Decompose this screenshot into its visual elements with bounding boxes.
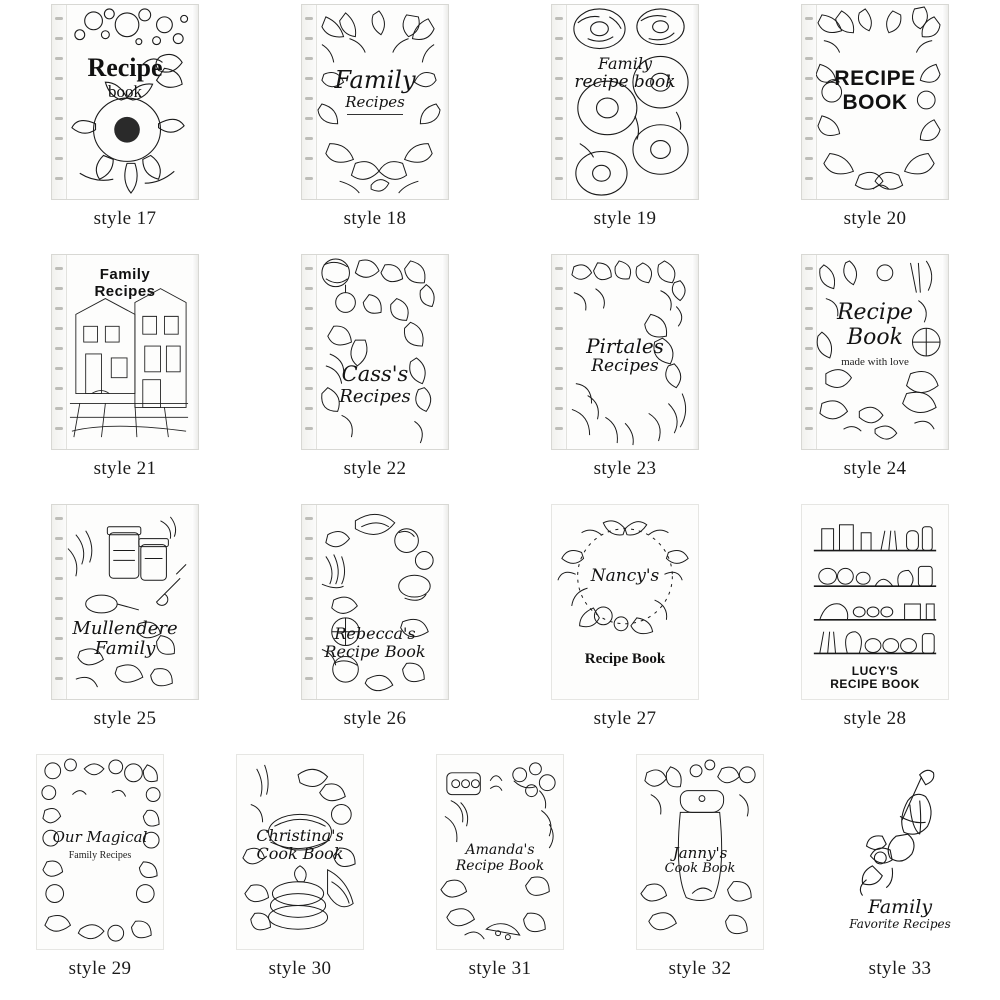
cover-title-line-3: made with love bbox=[841, 356, 909, 369]
cover-title-32 bbox=[637, 845, 763, 876]
spiral-binding-icon bbox=[302, 505, 317, 699]
cover-style-32[interactable] bbox=[636, 754, 764, 950]
cover-title-line-1: Family bbox=[334, 66, 416, 94]
cover-style-17[interactable] bbox=[51, 4, 199, 200]
cover-style-27[interactable] bbox=[551, 504, 699, 700]
cover-art-floral-wreath-icon bbox=[552, 505, 698, 699]
cover-title-line-1: Rebecca's bbox=[334, 624, 416, 643]
style-row-3 bbox=[0, 504, 1000, 740]
cover-title-line-2: RECIPE BOOK bbox=[830, 677, 920, 692]
caption-style-26: style 26 bbox=[343, 708, 407, 729]
style-item-22[interactable] bbox=[301, 254, 449, 490]
style-item-31[interactable] bbox=[436, 754, 564, 990]
cover-title-26 bbox=[302, 625, 448, 661]
cover-title-line-2: Cook Book bbox=[256, 843, 344, 863]
style-item-33[interactable] bbox=[836, 754, 964, 990]
cover-title-line-2: Recipes bbox=[94, 282, 156, 300]
cover-title-29 bbox=[37, 829, 163, 861]
spiral-binding-icon bbox=[52, 505, 67, 699]
cover-title-line-2: Recipes bbox=[345, 92, 405, 111]
caption-style-32: style 32 bbox=[668, 958, 732, 979]
caption-style-18: style 18 bbox=[343, 208, 407, 229]
caption-style-24: style 24 bbox=[843, 458, 907, 479]
cover-title-line-1: Cass's bbox=[341, 362, 409, 386]
caption-style-25: style 25 bbox=[93, 708, 157, 729]
spiral-binding-icon bbox=[52, 5, 67, 199]
cover-title-line-2: Recipes bbox=[591, 356, 659, 377]
spiral-binding-icon bbox=[552, 5, 567, 199]
style-item-28[interactable] bbox=[801, 504, 949, 740]
cover-title-line-1: LUCY'S bbox=[851, 664, 899, 678]
cover-title-21 bbox=[52, 267, 198, 301]
cover-title-line-2: Book bbox=[847, 324, 903, 350]
cover-title-17 bbox=[52, 53, 198, 101]
cover-art-fresh-produce-icon bbox=[316, 505, 442, 699]
page-edge bbox=[442, 505, 448, 699]
cover-style-30[interactable] bbox=[236, 754, 364, 950]
cover-style-20[interactable] bbox=[801, 4, 949, 200]
cover-title-22 bbox=[302, 363, 448, 407]
cover-title-line-2: recipe book bbox=[574, 71, 676, 92]
cover-title-27-name bbox=[552, 567, 698, 586]
cover-style-26[interactable] bbox=[301, 504, 449, 700]
cover-title-line-1: Christina's bbox=[256, 826, 344, 845]
cover-title-line-2: BOOK bbox=[842, 90, 908, 114]
cover-style-28[interactable] bbox=[801, 504, 949, 700]
cover-title-line-1: Family bbox=[867, 896, 933, 918]
cover-title-27-sub bbox=[552, 651, 698, 668]
cover-style-22[interactable] bbox=[301, 254, 449, 450]
cover-title-line-2: Favorite Recipes bbox=[849, 917, 951, 932]
cover-title-23 bbox=[552, 335, 698, 376]
caption-style-29: style 29 bbox=[68, 958, 132, 979]
cover-title-line-2: book bbox=[108, 82, 142, 102]
caption-style-28: style 28 bbox=[843, 708, 907, 729]
caption-style-17: style 17 bbox=[93, 208, 157, 229]
style-item-20[interactable] bbox=[801, 4, 949, 240]
cover-title-line-1: Recipe bbox=[836, 300, 914, 325]
cover-title-line-1: Recipe bbox=[87, 53, 163, 82]
style-row-2 bbox=[0, 254, 1000, 490]
cover-title-line-2: Recipe Book bbox=[455, 857, 545, 874]
caption-style-33: style 33 bbox=[868, 958, 932, 979]
cover-title-line-2: Family bbox=[94, 638, 156, 660]
caption-style-21: style 21 bbox=[93, 458, 157, 479]
caption-style-19: style 19 bbox=[593, 208, 657, 229]
cover-style-18[interactable] bbox=[301, 4, 449, 200]
caption-style-30: style 30 bbox=[268, 958, 332, 979]
cover-title-line-2: Cook Book bbox=[664, 860, 736, 876]
cover-title-line-2: Recipes bbox=[339, 385, 411, 407]
style-item-27[interactable] bbox=[551, 504, 699, 740]
page-edge bbox=[442, 255, 448, 449]
cover-style-21[interactable] bbox=[51, 254, 199, 450]
cover-style-33[interactable] bbox=[836, 754, 964, 950]
cover-title-28 bbox=[802, 665, 948, 692]
cover-title-line-1: Family bbox=[99, 266, 151, 283]
caption-style-27: style 27 bbox=[593, 708, 657, 729]
caption-style-22: style 22 bbox=[343, 458, 407, 479]
style-row-4 bbox=[0, 754, 1000, 990]
cover-title-line-1: Amanda's bbox=[465, 842, 535, 858]
caption-style-23: style 23 bbox=[593, 458, 657, 479]
title-divider bbox=[347, 114, 403, 115]
page-edge bbox=[192, 505, 198, 699]
style-item-30[interactable] bbox=[236, 754, 364, 990]
cover-art-floral-sunflower-icon bbox=[66, 5, 192, 199]
cover-style-29[interactable] bbox=[36, 754, 164, 950]
cover-title-33 bbox=[837, 897, 963, 932]
style-item-18[interactable] bbox=[301, 4, 449, 240]
cover-style-19[interactable] bbox=[551, 4, 699, 200]
style-item-23[interactable] bbox=[551, 254, 699, 490]
style-item-29[interactable] bbox=[36, 754, 164, 990]
cover-title-25 bbox=[52, 619, 198, 659]
cover-style-23[interactable] bbox=[551, 254, 699, 450]
cover-title-line-1: Mullendere bbox=[72, 618, 178, 639]
style-item-21[interactable] bbox=[51, 254, 199, 490]
cover-title-line-2: Recipe Book bbox=[584, 651, 666, 667]
cover-title-line-1: Janny's bbox=[672, 844, 728, 862]
cover-title-31 bbox=[437, 843, 563, 874]
style-item-24[interactable] bbox=[801, 254, 949, 490]
cover-title-line-2: Family Recipes bbox=[68, 849, 132, 861]
cover-title-line-1: Family bbox=[598, 54, 652, 73]
cover-title-line-1: RECIPE bbox=[834, 67, 916, 90]
cover-title-24 bbox=[802, 301, 948, 369]
cover-art-vegetables-icon bbox=[316, 255, 442, 449]
page-edge bbox=[192, 5, 198, 199]
cover-style-31[interactable] bbox=[436, 754, 564, 950]
style-item-17[interactable] bbox=[51, 4, 199, 240]
style-item-19[interactable] bbox=[551, 4, 699, 240]
cover-title-18 bbox=[302, 67, 448, 118]
cover-art-jars-rolling-pin-icon bbox=[66, 505, 192, 699]
cover-title-line-1: Nancy's bbox=[590, 566, 660, 586]
page-edge bbox=[692, 5, 698, 199]
style-item-32[interactable] bbox=[636, 754, 764, 990]
caption-style-20: style 20 bbox=[843, 208, 907, 229]
spiral-binding-icon bbox=[302, 255, 317, 449]
cover-style-25[interactable] bbox=[51, 504, 199, 700]
cover-style-24[interactable] bbox=[801, 254, 949, 450]
style-item-26[interactable] bbox=[301, 504, 449, 740]
cover-art-donuts-icon bbox=[566, 5, 692, 199]
cover-title-line-1: Pirtales bbox=[586, 334, 664, 358]
caption-style-31: style 31 bbox=[468, 958, 532, 979]
cover-title-line-2: Recipe Book bbox=[324, 641, 426, 661]
cover-title-19 bbox=[552, 55, 698, 92]
cover-title-line-1: Our Magical bbox=[52, 828, 148, 846]
cover-title-30 bbox=[237, 827, 363, 863]
style-item-25[interactable] bbox=[51, 504, 199, 740]
style-row-1 bbox=[0, 4, 1000, 240]
cover-title-20 bbox=[802, 67, 948, 114]
